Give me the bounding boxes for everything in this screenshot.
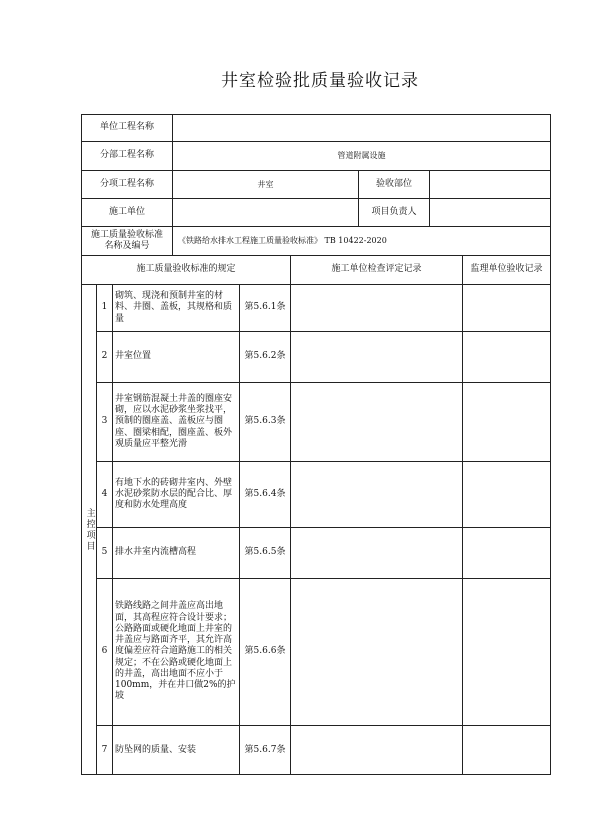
item-number: 7 [101, 744, 108, 755]
item-description: 井室位置 [115, 351, 152, 362]
item-description: 井室钢筋混凝土井盖的圈座安砌，应以水泥砂浆坐浆找平，预制的圈座盖、盖板应与圈座、圈梁相配，圈座盖、板外观质量应平整光滑 [115, 393, 233, 449]
acceptance-location-label: 验收部位 [375, 178, 412, 189]
col-divider [112, 284, 113, 775]
col-divider [290, 284, 291, 775]
item-description: 铁路线路之间井盖应高出地面，其高程应符合设计要求；公路路面或硬化地面上井室的井盖应与路面齐平，其允许高度偏差应符合道路施工的相关规定；不在公路或硬化地面上的井盖，高出地面不应小于100mm，并在井口做2%的护坡 [115, 601, 236, 702]
subitem-name-label: 分项工程名称 [99, 178, 154, 189]
item-clause: 第5.6.4条 [244, 488, 286, 499]
standard-label-line2: 名称及编号 [104, 241, 150, 251]
page-title: 井室检验批质量验收记录 [221, 71, 419, 91]
item-number: 1 [101, 302, 108, 313]
item-description: 砌筑、现浇和预制井室的材料、井圈、盖板，其规格和质量 [115, 291, 233, 324]
project-name-label: 单位工程名称 [99, 122, 154, 133]
item-number: 6 [101, 646, 108, 657]
item-clause: 第5.6.1条 [244, 302, 286, 313]
standard-value: 《铁路给水排水工程施工质量验收标准》 TB 10422-2020 [178, 236, 387, 245]
standard-label [82, 227, 172, 255]
spec-column-header: 施工质量验收标准的规定 [136, 264, 236, 275]
item-clause: 第5.6.5条 [244, 547, 286, 558]
item-number: 2 [101, 351, 108, 362]
col-divider [462, 284, 463, 775]
item-clause: 第5.6.6条 [244, 646, 286, 657]
construction-unit-label: 施工单位 [108, 206, 145, 217]
item-description: 防坠网的质量、安装 [115, 744, 197, 755]
division-name-value: 管道附属设施 [337, 151, 386, 160]
division-name-label: 分部工程名称 [99, 150, 154, 161]
standard-label-line1: 施工质量验收标准 [90, 229, 163, 240]
main-control-items-label: 主控项目 [84, 508, 95, 552]
project-leader-label: 项目负责人 [371, 206, 417, 217]
item-number: 3 [101, 416, 108, 427]
item-number: 4 [101, 488, 108, 499]
item-description: 排水井室内流槽高程 [115, 547, 197, 558]
item-number: 5 [101, 547, 108, 558]
col-divider [429, 170, 430, 226]
item-description: 有地下水的砖砌井室内、外壁水泥砂浆防水层的配合比、厚度和防水处理高度 [115, 477, 233, 511]
item-clause: 第5.6.7条 [244, 744, 286, 755]
supervision-column-header: 监理单位验收记录 [470, 264, 543, 275]
subitem-name-value: 井室 [257, 179, 274, 189]
item-clause: 第5.6.3条 [244, 416, 286, 427]
inspection-column-header: 施工单位检查评定记录 [331, 264, 422, 275]
item-clause: 第5.6.2条 [244, 351, 286, 362]
